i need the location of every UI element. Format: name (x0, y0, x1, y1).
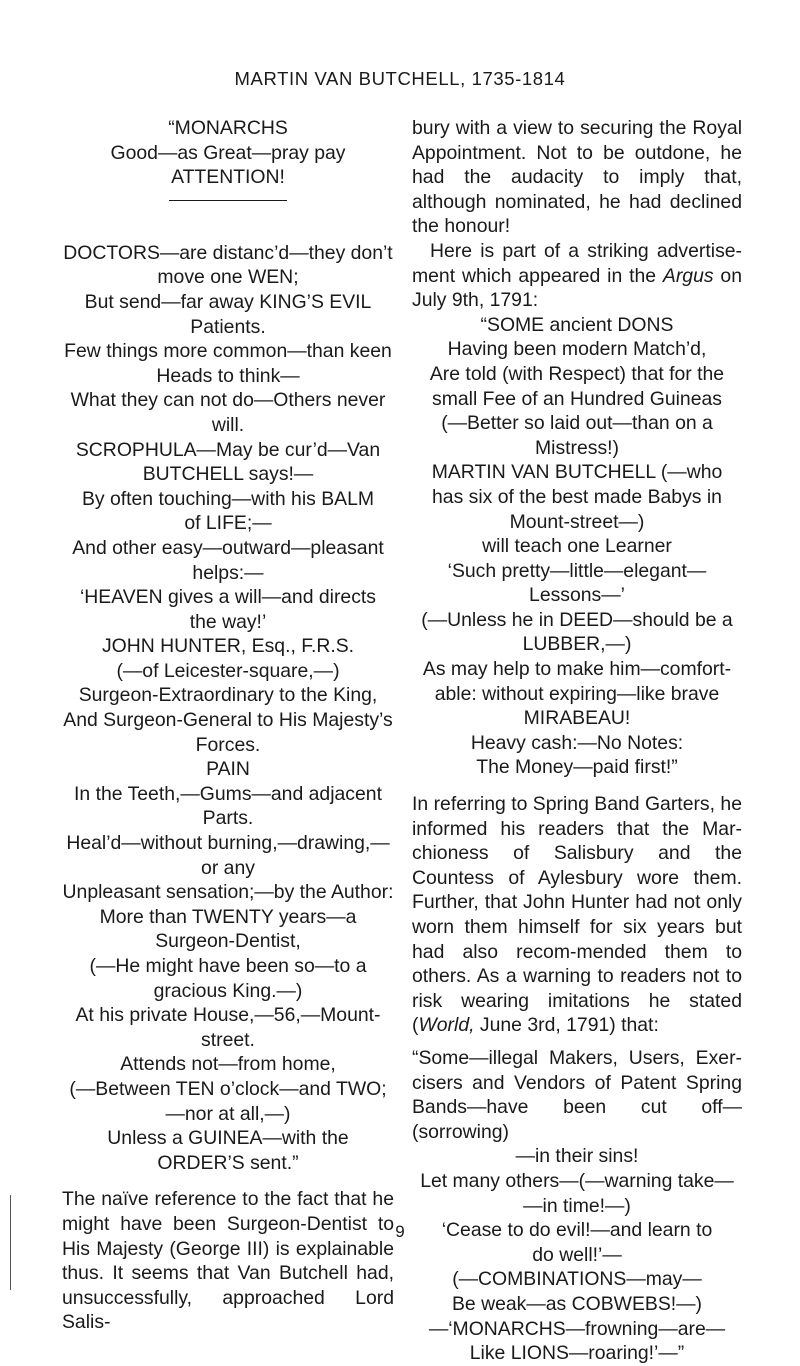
poem-line: But send—far away KING’S EVIL (84, 290, 372, 313)
poem-line: of LIFE;— (184, 512, 272, 535)
poem-line: ORDER’S sent.” (157, 1151, 299, 1174)
poem-line: Few things more common—than keen (64, 340, 392, 363)
poem-line: And Surgeon-General to His Majesty’s (63, 709, 393, 732)
poem-line: Unless a GUINEA—with the (107, 1127, 349, 1150)
poem-line: In the Teeth,—Gums—and adjacent (74, 782, 382, 805)
poem-line: the way!’ (189, 610, 267, 633)
poem-line: Having been modern Match’d, (447, 338, 707, 361)
poem-line: small Fee of an Hundred Guineas (432, 387, 722, 410)
poem-line: Be weak—as COBWEBS!—) (452, 1292, 702, 1315)
poem-line: By often touching—with his BALM (81, 487, 375, 510)
poem-line: Heavy cash:—No Notes: (470, 731, 684, 754)
poem-line: LUBBER,—) (522, 633, 632, 656)
quote-paragraph: “Some—illegal Makers, Users, Exer-cisers and Vendors of Patent Spring Bands—have been cut off—(sorrowing) (412, 1046, 742, 1143)
publication-title: World, (418, 1014, 475, 1037)
body-paragraph (412, 792, 742, 1038)
poem-line: Patients. (190, 315, 266, 338)
poem-line: Heal’d—without burning,—drawing,— (66, 832, 390, 855)
poem-line: BUTCHELL says!— (142, 463, 314, 486)
poem-line: Surgeon-Extraordinary to the King, (78, 684, 378, 707)
poem-line: Are told (with Respect) that for the (429, 362, 725, 385)
poem-line: “MONARCHS (168, 117, 288, 139)
poem-line: The Money—paid first!” (476, 756, 678, 779)
left-column (62, 116, 394, 1335)
poem-line: SCROPHULA—May be cur’d—Van (75, 438, 381, 461)
poem-line: Like LIONS—roaring!’—” (469, 1342, 685, 1365)
page-edge-line (10, 1195, 11, 1290)
poem-line: do well!’— (532, 1243, 622, 1266)
publication-title: Argus (662, 264, 714, 287)
divider-rule (169, 200, 287, 201)
poem-line: And other easy—outward—pleasant (72, 536, 384, 559)
poem-line: Mount-street—) (509, 510, 645, 533)
poem-line: Forces. (195, 733, 261, 756)
text-run: on July 9th, 1791: (412, 264, 742, 312)
poem-line: What they can not do—Others never (70, 389, 386, 412)
poem-line: ‘HEAVEN gives a will—and directs (80, 586, 376, 609)
poem-line: (—COMBINATIONS—may— (452, 1268, 702, 1291)
poem-line: able: without expiring—like brave (434, 682, 720, 705)
poem-line: or any (201, 856, 255, 879)
text-run: Here is part of a striking advertise-ment which appeared in the (412, 239, 742, 287)
poem-line: (—of Leicester-square,—) (116, 659, 340, 682)
page-number: 9 (395, 1222, 405, 1241)
poem-line: street. (201, 1028, 255, 1051)
quote-verse (412, 1144, 742, 1365)
advert-verse (62, 241, 394, 1176)
poem-line: Lessons—’ (529, 584, 625, 607)
poem-line: gracious King.—) (153, 979, 303, 1002)
poem-line: move one WEN; (157, 266, 299, 289)
poem-line: Attends not—from home, (120, 1053, 336, 1076)
poem-line: will. (211, 413, 245, 436)
body-paragraph (412, 239, 742, 313)
running-header: MARTIN VAN BUTCHELL, 1735-1814 (234, 68, 566, 89)
poem-line: —‘MONARCHS—frowning—are— (428, 1317, 726, 1340)
poem-line: Surgeon-Dentist, (155, 930, 301, 953)
poem-line: “SOME ancient DONS (480, 313, 674, 336)
poem-line: ‘Such pretty—little—elegant— (447, 559, 707, 582)
poem-line: At his private House,—56,—Mount- (75, 1004, 381, 1027)
poem-line: As may help to make him—comfort- (422, 658, 732, 681)
poem-line: (—Better so laid out—than on a (441, 412, 713, 435)
poem-line: More than TWENTY years—a (99, 905, 357, 928)
advert-heading (62, 116, 394, 190)
poem-line: Parts. (202, 807, 254, 830)
poem-line: Heads to think— (156, 364, 300, 387)
poem-line: DOCTORS—are distanc’d—they don’t (63, 241, 393, 264)
poem-line: (—Between TEN o’clock—and TWO; (69, 1077, 387, 1100)
poem-line: Good—as Great—pray pay (110, 141, 346, 164)
poem-line: Unpleasant sensation;—by the Author: (62, 881, 394, 904)
poem-line: JOHN HUNTER, Esq., F.R.S. (101, 635, 355, 658)
poem-line: helps:— (192, 561, 264, 584)
poem-line: (—Unless he in DEED—should be a (421, 608, 733, 631)
poem-line: —in their sins! (515, 1145, 639, 1168)
poem-line: PAIN (206, 758, 250, 781)
text-run: In referring to Spring Band Garters, he informed his readers that the Mar-chioness of Salisbury and the Countess of Aylesbury wore them. Further, that John Hunter had not only worn them himself for six years but had also recom-mended them to others. As a warning to readers not to risk wearing imitations he stated ( (412, 793, 742, 1037)
poem-line: Mistress!) (534, 436, 620, 459)
poem-line: ‘Cease to do evil!—and learn to (441, 1219, 713, 1242)
body-paragraph: The naïve reference to the fact that he might have been Surgeon-Dentist to His Majesty (George III) is explainable thus. It seems that Van Butchell had, unsuccessfully, approached Lord Salis- (62, 1188, 394, 1334)
poem-line: will teach one Learner (482, 535, 672, 558)
poem-line: (—He might have been so—to a (89, 955, 367, 977)
text-run: June 3rd, 1791) that: (474, 1014, 659, 1037)
poem-line: —in time!—) (523, 1194, 631, 1217)
poem-line: Let many others—(—warning take— (420, 1169, 734, 1192)
advert-verse (412, 313, 742, 780)
poem-line: MIRABEAU! (523, 707, 631, 730)
poem-line: —nor at all,—) (165, 1102, 291, 1125)
right-column (412, 116, 742, 1366)
poem-line: has six of the best made Babys in (432, 485, 722, 508)
body-paragraph: bury with a view to securing the Royal Appointment. Not to be outdone, he had the audacity to imply that, although nominated, he had declined the honour! (412, 117, 742, 238)
poem-line: MARTIN VAN BUTCHELL (—who (431, 461, 723, 484)
poem-line: ATTENTION! (171, 166, 285, 189)
